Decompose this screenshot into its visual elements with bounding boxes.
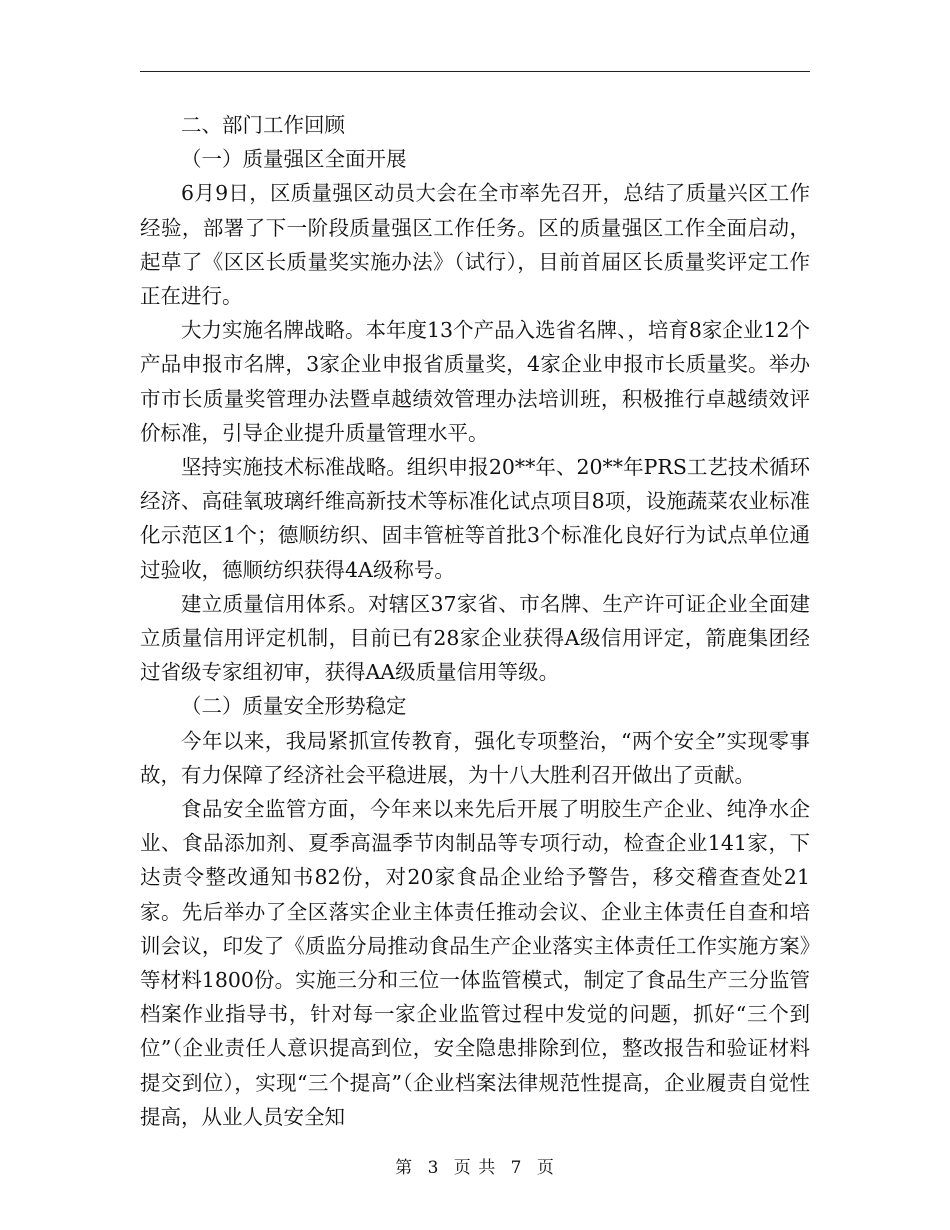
paragraph: 建立质量信用体系。对辖区37家省、市名牌、生产许可证企业全面建立质量信用评定机制，目前已有28家企业获得A级信用评定，箭鹿集团经过省级专家组初审，获得AA级质量信用等级。	[140, 591, 810, 685]
section-title: 二、部门工作回顾	[181, 113, 345, 137]
document-body	[140, 108, 810, 1134]
paragraph: 大力实施名牌战略。本年度13个产品入选省名牌、，培育8家企业12个产品申报市名牌，3家企业申报省质量奖，4家企业申报市长质量奖。举办市市长质量奖管理办法暨卓越绩效管理办法培训班，积极推行卓越绩效评价标准，引导企业提升质量管理水平。	[140, 318, 810, 445]
footer-prefix: 第	[395, 1158, 414, 1178]
paragraph: 食品安全监管方面，今年来以来先后开展了明胶生产企业、纯净水企业、食品添加剂、夏季高温季节肉制品等专项行动，检查企业141家，下达责令整改通知书82份，对20家食品企业给予警告，移交稽查查处21家。先后举办了全区落实企业主体责任推动会议、企业主体责任自查和培训会议，印发了《质监分局推动食品生产企业落实主体责任工作实施方案》等材料1800份。实施三分和三位一体监管模式，制定了食品生产三分监管档案作业指导书，针对每一家企业监管过程中发觉的问题，抓好“三个到位”（企业责任人意识提高到位，安全隐患排除到位，整改报告和验证材料提交到位），实现“三个提高”（企业档案法律规范性提高，企业履责自觉性提高，从业人员安全知	[140, 797, 810, 1129]
footer-total-pages: 7	[510, 1158, 523, 1178]
subsection-title-1: （一）质量强区全面开展	[181, 147, 407, 172]
footer-middle: 页 共	[453, 1158, 497, 1178]
subsection-title-2: （二）质量安全形势稳定	[181, 694, 407, 719]
paragraph: 今年以来，我局紧抓宣传教育，强化专项整治，“两个安全”实现零事故，有力保障了经济社会平稳进展，为十八大胜利召开做出了贡献。	[140, 728, 810, 787]
footer-page-number: 3	[427, 1158, 440, 1178]
footer-suffix: 页	[536, 1158, 555, 1178]
header-rule	[140, 71, 810, 72]
paragraph: 坚持实施技术标准战略。组织申报20**年、20**年PRS工艺技术循环经济、高硅氧玻璃纤维高新技术等标准化试点项目8项，设施蔬菜农业标准化示范区1个；德顺纺织、固丰管桩等首批3个标准化良好行为试点单位通过验收，德顺纺织获得4A级称号。	[140, 455, 810, 582]
page-footer	[0, 1153, 950, 1178]
paragraph: 6月9日，区质量强区动员大会在全市率先召开，总结了质量兴区工作经验，部署了下一阶段质量强区工作任务。区的质量强区工作全面启动，起草了《区区长质量奖实施办法》（试行），目前首届区长质量奖评定工作正在进行。	[140, 181, 810, 309]
